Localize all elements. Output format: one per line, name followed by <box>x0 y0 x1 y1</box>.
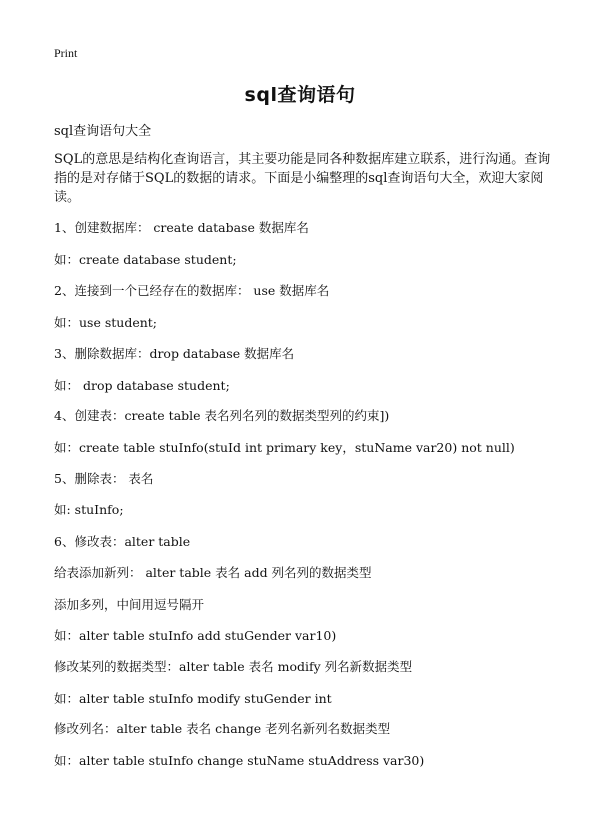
document-title: sql查询语句 <box>244 84 356 106</box>
document-line: 4、创建表：create table 表名列名列的数据类型列的约束]) <box>54 408 390 423</box>
document-line: 给表添加新列： alter table 表名 add 列名列的数据类型 <box>54 565 372 580</box>
print-label: Print <box>54 46 78 60</box>
document-line: 如：alter table stuInfo modify stuGender int <box>54 691 332 706</box>
intro-paragraph: SQL的意思是结构化查询语言，其主要功能是同各种数据库建立联系，进行沟通。查询指的是对存储于SQL的数据的请求。下面是小编整理的sql查询语句大全，欢迎大家阅读。 <box>54 152 551 205</box>
document-line: 修改列名：alter table 表名 change 老列名新列名数据类型 <box>54 721 391 736</box>
document-line: 修改某列的数据类型：alter table 表名 modify 列名新数据类型 <box>54 659 413 674</box>
document-subtitle: sql查询语句大全 <box>54 124 152 139</box>
document-line: 如：alter table stuInfo change stuName stuAddress var30) <box>54 753 425 768</box>
document-line: 如：use student; <box>54 315 158 330</box>
document-line: 如：create database student; <box>54 252 237 267</box>
document-line: 如： drop database student; <box>54 378 230 393</box>
document-line: 如：create table stuInfo(stuId int primary key，stuName var20) not null) <box>54 440 515 455</box>
document-line: 如: stuInfo; <box>54 502 124 517</box>
document-line: 添加多列，中间用逗号隔开 <box>54 597 205 612</box>
document-line: 2、连接到一个已经存在的数据库： use 数据库名 <box>54 283 330 298</box>
document-line: 3、删除数据库：drop database 数据库名 <box>54 346 295 361</box>
document-line: 5、删除表： 表名 <box>54 471 154 486</box>
document-line: 1、创建数据库： create database 数据库名 <box>54 220 309 235</box>
document-line: 如：alter table stuInfo add stuGender var10) <box>54 628 337 643</box>
document-line: 6、修改表：alter table <box>54 534 191 549</box>
